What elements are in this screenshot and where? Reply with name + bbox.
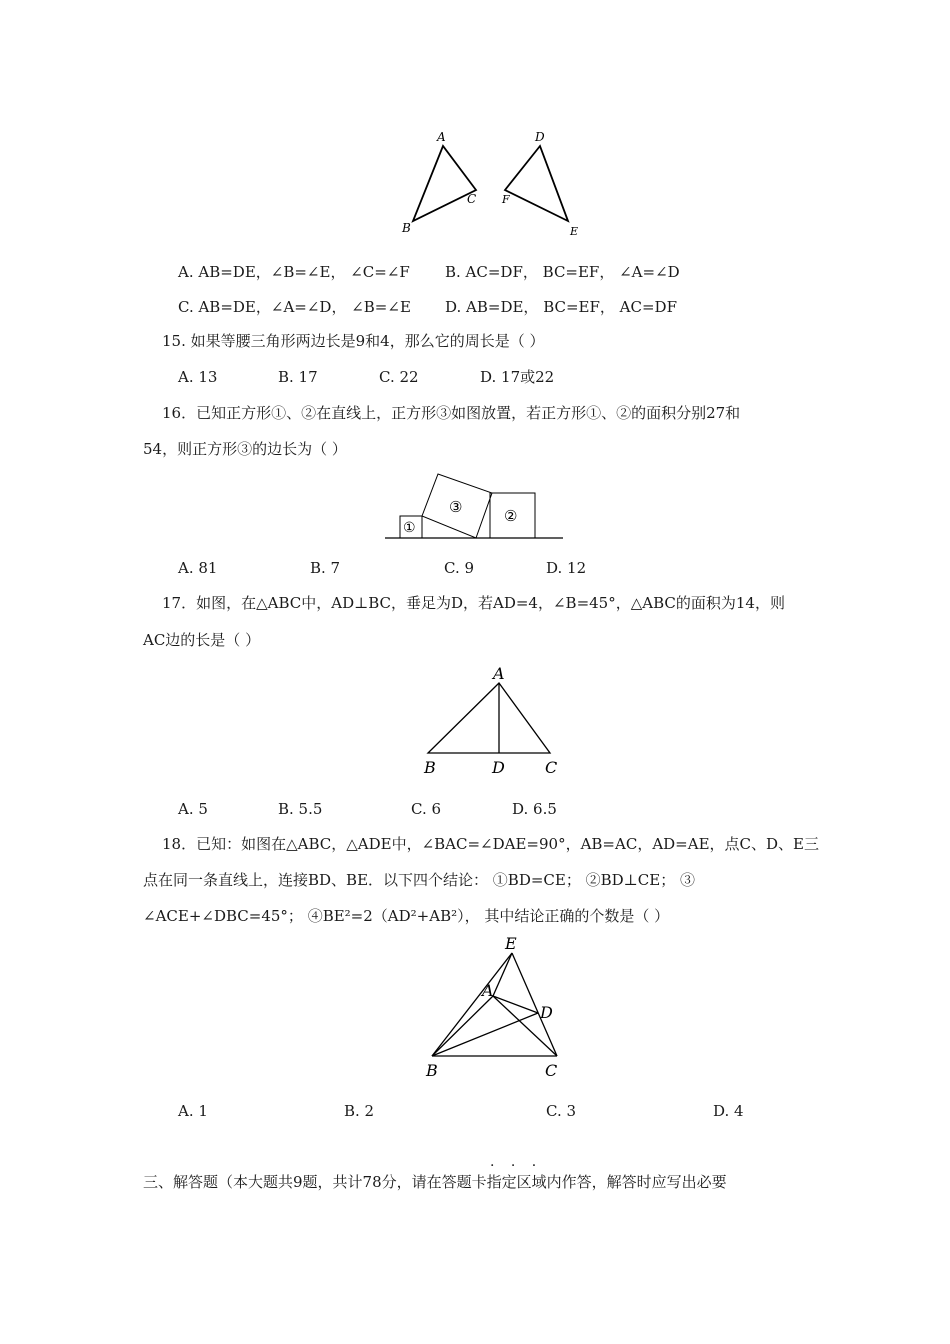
q16-option-c[interactable]: C. 9: [444, 559, 475, 577]
q18-option-b[interactable]: B. 2: [344, 1102, 375, 1120]
q17-stem-line2: AC边的长是（ ）: [143, 631, 261, 649]
q17-option-a[interactable]: A. 5: [178, 800, 208, 818]
label-b: B: [402, 221, 411, 235]
q17-label-c: C: [545, 758, 558, 777]
label-f: F: [502, 193, 510, 206]
q15-option-c[interactable]: C. 22: [379, 368, 419, 386]
label-a: A: [437, 130, 446, 144]
q18-label-d: D: [540, 1003, 553, 1022]
q18-stem-line1: 18．已知：如图在△ABC，△ADE中，∠BAC=∠DAE=90°，AB=AC，AD=AE，点C、D、E三: [162, 835, 819, 853]
q14-option-a[interactable]: A. AB=DE，∠B=∠E， ∠C=∠F: [178, 263, 410, 281]
square-3-label: ③: [449, 498, 463, 516]
q16-stem-line1: 16．已知正方形①、②在直线上，正方形③如图放置，若正方形①、②的面积分别27和: [162, 404, 741, 422]
q18-label-a: A: [482, 981, 494, 1000]
section3-heading: 三、解答题（本大题共9题，共计78分，请在答题卡指定区域内作答，解答时应写出必要: [143, 1173, 727, 1191]
q16-stem-line2: 54，则正方形③的边长为（ ）: [143, 440, 347, 458]
q16-option-b[interactable]: B. 7: [310, 559, 341, 577]
q15-option-b[interactable]: B. 17: [278, 368, 318, 386]
q17-label-b: B: [424, 758, 436, 777]
label-d: D: [535, 130, 545, 144]
continuation-dots: · · ·: [490, 1158, 543, 1174]
seg-ba: [432, 996, 493, 1056]
q14-option-b[interactable]: B. AC=DF， BC=EF， ∠A=∠D: [445, 263, 680, 281]
q18-stem-line3: ∠ACE+∠DBC=45°； ④BE²=2（AD²+AB²）， 其中结论正确的个数是（ ）: [143, 907, 670, 925]
q15-stem: 15. 如果等腰三角形两边长是9和4，那么它的周长是（ ）: [162, 332, 545, 350]
q17-label-a: A: [493, 664, 505, 683]
q17-option-c[interactable]: C. 6: [411, 800, 442, 818]
q14-option-c[interactable]: C. AB=DE，∠A=∠D， ∠B=∠E: [178, 298, 411, 316]
q16-option-a[interactable]: A. 81: [178, 559, 218, 577]
label-c: C: [467, 192, 477, 206]
seg-be: [432, 953, 512, 1056]
q14-option-d[interactable]: D. AB=DE， BC=EF， AC=DF: [445, 298, 677, 316]
square-1-label: ①: [403, 520, 416, 536]
q17-option-d[interactable]: D. 6.5: [512, 800, 557, 818]
q18-option-a[interactable]: A. 1: [178, 1102, 208, 1120]
q17-stem-line1: 17．如图，在△ABC中，AD⊥BC，垂足为D，若AD=4，∠B=45°，△ABC的面积为14，则: [162, 594, 785, 612]
q17-label-d: D: [492, 758, 505, 777]
label-e: E: [570, 225, 579, 238]
q18-option-c[interactable]: C. 3: [546, 1102, 577, 1120]
q15-option-d[interactable]: D. 17或22: [480, 368, 555, 386]
q15-option-a[interactable]: A. 13: [178, 368, 218, 386]
q18-option-d[interactable]: D. 4: [713, 1102, 744, 1120]
q18-stem-line2: 点在同一条直线上，连接BD、BE．以下四个结论： ①BD=CE； ②BD⊥CE； ③: [143, 871, 695, 889]
q16-option-d[interactable]: D. 12: [546, 559, 587, 577]
square-2-label: ②: [504, 507, 518, 525]
q17-option-b[interactable]: B. 5.5: [278, 800, 323, 818]
q18-label-c: C: [545, 1061, 558, 1080]
q18-label-b: B: [426, 1061, 438, 1080]
q18-label-e: E: [505, 934, 517, 953]
